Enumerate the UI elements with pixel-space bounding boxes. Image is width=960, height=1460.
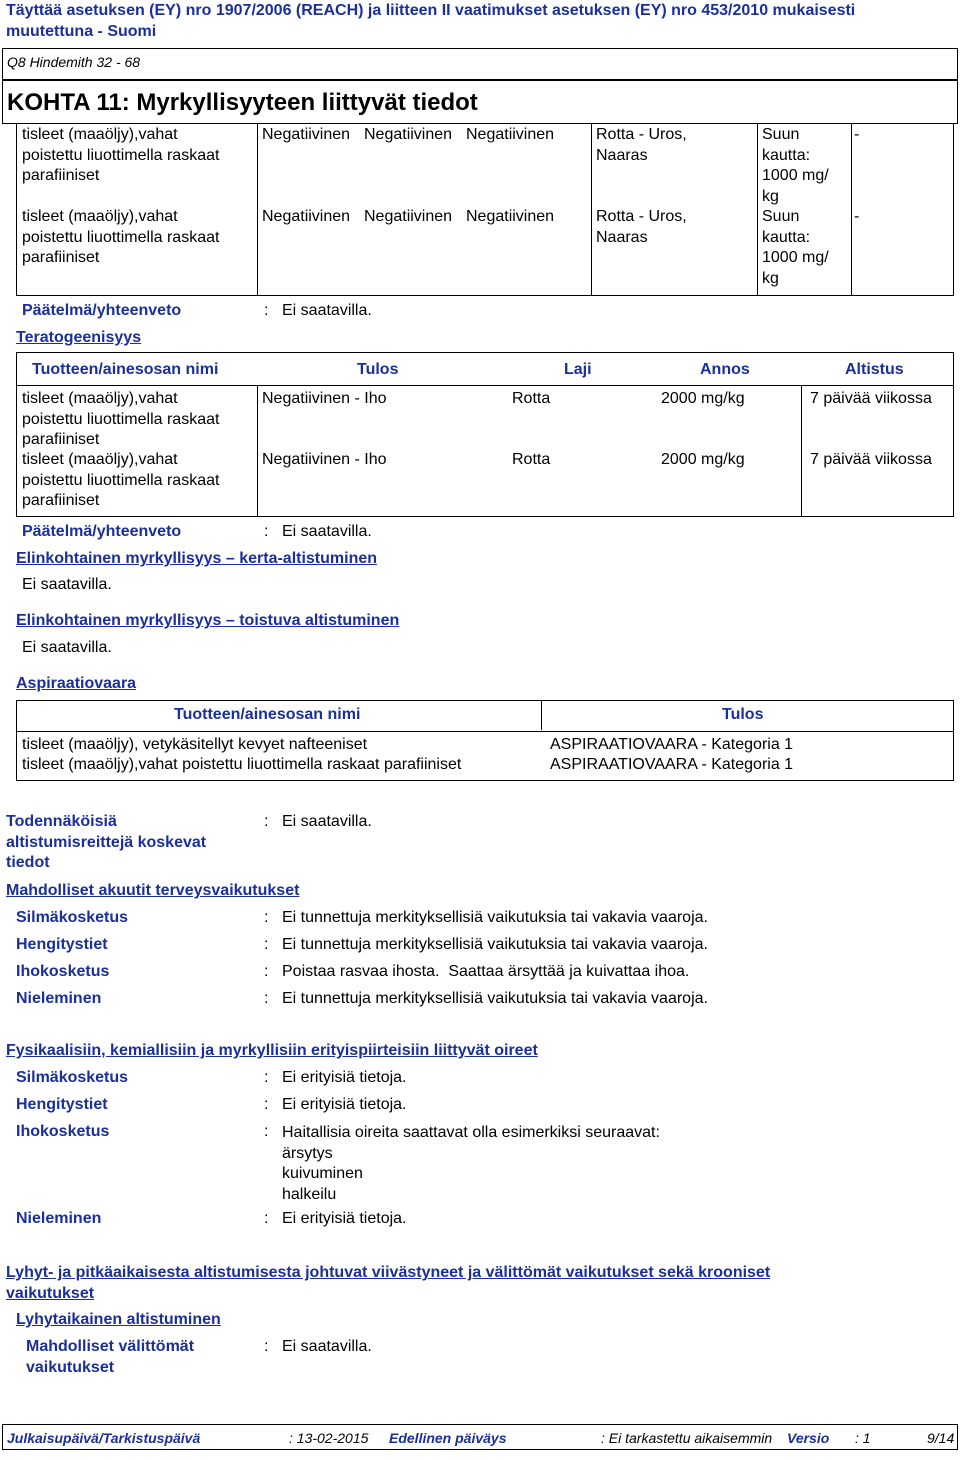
footer-version-label: Versio — [787, 1430, 830, 1446]
symptom-colon: : — [264, 1123, 269, 1140]
th-dose: Annos — [700, 361, 750, 378]
footer-prev-value: : Ei tarkastettu aikaisemmin — [601, 1430, 773, 1446]
list-item: ASPIRAATIOVAARA - Kategoria 1 — [550, 736, 794, 753]
symptom-label-eye: Silmäkosketus — [16, 1069, 129, 1086]
cell-exposure: 7 päivää viikossa — [810, 390, 932, 407]
symptoms-title: Fysikaalisiin, kemiallisiin ja myrkyllisiin erityispiirteisiin liittyvät oireet — [6, 1042, 538, 1059]
table-row: tisleet (maaöljy),vahat poistettu liuottimella raskaat parafiiniset — [22, 208, 220, 266]
aspiration-title: Aspiraatiovaara — [16, 675, 137, 692]
symptom-value-ingestion: Ei erityisiä tietoja. — [282, 1210, 407, 1227]
symptom-colon: : — [264, 1069, 269, 1086]
th-exposure: Altistus — [845, 361, 904, 378]
stot-repeated-value: Ei saatavilla. — [22, 639, 112, 656]
cell-result-1: Negatiivinen — [262, 126, 351, 143]
cell-dose: 2000 mg/kg — [661, 451, 745, 468]
cell-dose: 2000 mg/kg — [661, 390, 745, 407]
cell-species: Rotta - Uros, Naaras — [596, 208, 687, 246]
symptom-label-skin: Ihokosketus — [16, 1123, 110, 1140]
acute-label-ingestion: Nieleminen — [16, 990, 102, 1007]
stot-single-value: Ei saatavilla. — [22, 576, 112, 593]
symptom-label-inhalation: Hengitystiet — [16, 1096, 108, 1113]
exposure-routes-colon: : — [264, 813, 269, 830]
cell-result-1: Negatiivinen — [262, 208, 351, 225]
acute-colon: : — [264, 990, 269, 1007]
symptom-value-eye: Ei erityisiä tietoja. — [282, 1069, 407, 1086]
symptom-value-skin: Haitallisia oireita saattavat olla esimerkiksi seuraavat: ärsytys kuivuminen halkeilu — [282, 1123, 660, 1205]
th-result: Tulos — [722, 706, 764, 723]
header-title-line2: muutettuna - Suomi — [6, 23, 157, 40]
th-name: Tuotteen/ainesosan nimi — [32, 361, 219, 378]
footer-date-label: Julkaisupäivä/Tarkistuspäivä — [7, 1430, 201, 1446]
section-heading-box — [2, 80, 958, 124]
cell-species: Rotta - Uros, Naaras — [596, 126, 687, 164]
product-name: Q8 Hindemith 32 - 68 — [7, 54, 141, 70]
symptom-value-inhalation: Ei erityisiä tietoja. — [282, 1096, 407, 1113]
acute-colon: : — [264, 936, 269, 953]
symptom-colon: : — [264, 1210, 269, 1227]
footer-prev-label: Edellinen päiväys — [389, 1430, 507, 1446]
acute-value-inhalation: Ei tunnettuja merkityksellisiä vaikutuksia tai vakavia vaaroja. — [282, 936, 708, 953]
acute-label-skin: Ihokosketus — [16, 963, 110, 980]
th-species: Laji — [564, 361, 592, 378]
acute-label-inhalation: Hengitystiet — [16, 936, 108, 953]
short-term-title: Lyhytaikainen altistuminen — [16, 1311, 221, 1328]
table-row: tisleet (maaöljy),vahat poistettu liuottimella raskaat parafiiniset — [22, 126, 220, 184]
list-item: tisleet (maaöljy),vahat poistettu liuottimella raskaat parafiiniset — [22, 756, 462, 773]
cell-result-2: Negatiivinen — [364, 208, 453, 225]
list-item: halkeilu — [282, 1185, 337, 1203]
immediate-effects-label: Mahdolliset välittömät vaikutukset — [26, 1338, 195, 1376]
document-header — [6, 0, 855, 42]
acute-effects-title: Mahdolliset akuutit terveysvaikutukset — [6, 882, 300, 899]
acute-label-eye: Silmäkosketus — [16, 909, 129, 926]
table-row: tisleet (maaöljy),vahat poistettu liuottimella raskaat parafiiniset — [22, 451, 220, 509]
footer-version-value: : 1 — [855, 1430, 871, 1446]
conclusion-label: Päätelmä/yhteenveto — [22, 523, 182, 540]
list-item: ASPIRAATIOVAARA - Kategoria 1 — [550, 756, 794, 773]
cell-result-2: Negatiivinen — [364, 126, 453, 143]
th-result: Tulos — [357, 361, 399, 378]
acute-value-skin: Poistaa rasvaa ihosta. Saattaa ärsyttää ja kuivattaa ihoa. — [282, 963, 690, 980]
symptom-colon: : — [264, 1096, 269, 1113]
exposure-routes-value: Ei saatavilla. — [282, 813, 372, 830]
table-row: tisleet (maaöljy),vahat poistettu liuottimella raskaat parafiiniset — [22, 390, 220, 448]
conclusion-colon: : — [264, 523, 269, 540]
cell-result-3: Negatiivinen — [466, 126, 555, 143]
cell-result: Negatiivinen - Iho — [262, 451, 387, 468]
cell-last: - — [854, 208, 860, 225]
acute-value-eye: Ei tunnettuja merkityksellisiä vaikutuksia tai vakavia vaaroja. — [282, 909, 708, 926]
cell-route: Suun kautta: 1000 mg/ kg — [762, 208, 829, 287]
immediate-colon: : — [264, 1338, 269, 1355]
teratogenicity-title: Teratogeenisyys — [16, 329, 142, 346]
cell-result-3: Negatiivinen — [466, 208, 555, 225]
th-name: Tuotteen/ainesosan nimi — [174, 706, 361, 723]
stot-single-title: Elinkohtainen myrkyllisyys – kerta-altistuminen — [16, 550, 378, 567]
conclusion-colon: : — [264, 302, 269, 319]
conclusion-value: Ei saatavilla. — [282, 523, 372, 540]
footer-page-number: 9/14 — [927, 1430, 955, 1446]
acute-value-ingestion: Ei tunnettuja merkityksellisiä vaikutuksia tai vakavia vaaroja. — [282, 990, 708, 1007]
header-title-line1: Täyttää asetuksen (EY) nro 1907/2006 (REACH) ja liitteen II vaatimukset asetuksen (EY) nro 453/2010 mukaisesti — [6, 2, 856, 19]
footer — [2, 1424, 958, 1450]
cell-route: Suun kautta: 1000 mg/ kg — [762, 126, 829, 205]
cell-last: - — [854, 126, 860, 143]
conclusion-label: Päätelmä/yhteenveto — [22, 302, 182, 319]
product-name-box — [2, 48, 958, 80]
acute-colon: : — [264, 963, 269, 980]
section-heading: KOHTA 11: Myrkyllisyyteen liittyvät tiedot — [7, 89, 478, 116]
cell-species: Rotta — [512, 390, 551, 407]
list-item: ärsytys — [282, 1144, 333, 1162]
list-item: tisleet (maaöljy), vetykäsitellyt kevyet nafteeniset — [22, 736, 368, 753]
list-item: kuivuminen — [282, 1165, 363, 1182]
acute-colon: : — [264, 909, 269, 926]
conclusion-value: Ei saatavilla. — [282, 302, 372, 319]
immediate-effects-value: Ei saatavilla. — [282, 1338, 372, 1355]
symptom-label-ingestion: Nieleminen — [16, 1210, 102, 1227]
delayed-effects-title: Lyhyt- ja pitkäaikaisesta altistumisesta johtuvat viivästyneet ja välittömät vaikutukset sekä krooniset vaikutukset — [6, 1264, 771, 1302]
stot-repeated-title: Elinkohtainen myrkyllisyys – toistuva altistuminen — [16, 612, 400, 629]
cell-species: Rotta — [512, 451, 551, 468]
exposure-routes-label: Todennäköisiä altistumisreittejä koskevat tiedot — [6, 813, 207, 871]
cell-result: Negatiivinen - Iho — [262, 390, 387, 407]
footer-date-value: : 13-02-2015 — [289, 1430, 369, 1446]
cell-exposure: 7 päivää viikossa — [810, 451, 932, 468]
